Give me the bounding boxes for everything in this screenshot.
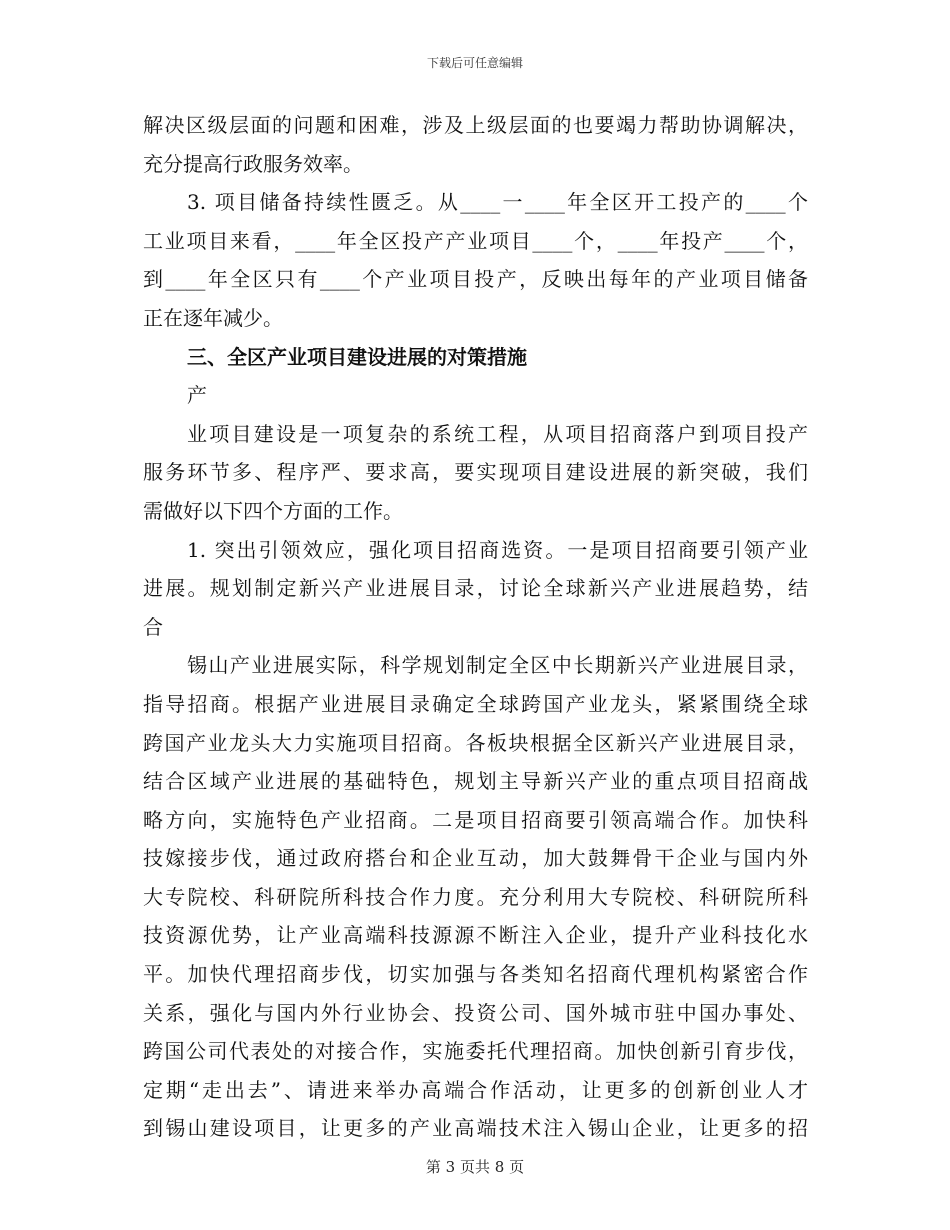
paragraph-line: 结合区域产业进展的基础特色，规划主导新兴产业的重点项目招商战 — [143, 769, 808, 794]
paragraph-line: 服务环节多、程序严、要求高，要实现项目建设进展的新突破，我们 — [143, 460, 808, 485]
paragraph-line: 技资源优势，让产业高端科技源源不断注入企业，提升产业科技化水 — [143, 923, 808, 948]
document-body — [143, 106, 808, 1148]
paragraph-line: 定期“走出去”、请进来举办高端合作活动，让更多的创新创业人才 — [143, 1077, 808, 1102]
paragraph-line: 1. 突出引领效应，强化项目招商选资。一是项目招商要引领产业 — [187, 537, 808, 562]
paragraph-line: 锡山产业进展实际，科学规划制定全区中长期新兴产业进展目录， — [187, 653, 808, 678]
page-header: 下载后可任意编辑 — [426, 56, 523, 70]
paragraph-line: 产 — [187, 383, 207, 408]
paragraph-line: 到锡山建设项目，让更多的产业高端技术注入锡山企业，让更多的招 — [143, 1116, 808, 1141]
paragraph-line: 指导招商。根据产业进展目录确定全球跨国产业龙头，紧紧围绕全球 — [143, 691, 808, 716]
paragraph-line: 进展。规划制定新兴产业进展目录，讨论全球新兴产业进展趋势，结 — [143, 576, 808, 601]
paragraph-line: 略方向，实施特色产业招商。二是项目招商要引领高端合作。加快科 — [143, 807, 808, 832]
paragraph-line: 到____年全区只有____个产业项目投产，反映出每年的产业项目储备 — [143, 267, 808, 292]
paragraph-line: 解决区级层面的问题和困难，涉及上级层面的也要竭力帮助协调解决， — [143, 113, 808, 137]
paragraph-line: 需做好以下四个方面的工作。 — [143, 498, 403, 523]
paragraph-line: 跨国公司代表处的对接合作，实施委托代理招商。加快创新引育步伐， — [143, 1039, 808, 1064]
paragraph-line: 平。加快代理招商步伐，切实加强与各类知名招商代理机构紧密合作 — [143, 962, 808, 987]
paragraph-line: 合 — [143, 614, 163, 639]
paragraph-line: 大专院校、科研院所科技合作力度。充分利用大专院校、科研院所科 — [143, 884, 808, 909]
paragraph-line: 3. 项目储备持续性匮乏。从____一____年全区开工投产的____个 — [187, 190, 808, 215]
paragraph-line: 技嫁接步伐，通过政府搭台和企业互动，加大鼓舞骨干企业与国内外 — [143, 846, 808, 871]
paragraph-line: 充分提高行政服务效率。 — [143, 151, 363, 176]
paragraph-line: 业项目建设是一项复杂的系统工程，从项目招商落户到项目投产 — [187, 421, 808, 446]
paragraph-line: 跨国产业龙头大力实施项目招商。各板块根据全区新兴产业进展目录， — [143, 730, 808, 755]
paragraph-line: 正在逐年减少。 — [143, 305, 283, 330]
paragraph-line: 工业项目来看，____年全区投产产业项目____个，____年投产____个， — [143, 228, 808, 253]
page-footer: 第 3 页共 8 页 — [425, 1158, 525, 1176]
paragraph-line: 关系，强化与国内外行业协会、投资公司、国外城市驻中国办事处、 — [143, 1000, 808, 1025]
section-heading: 三、全区产业项目建设进展的对策措施 — [187, 344, 527, 369]
